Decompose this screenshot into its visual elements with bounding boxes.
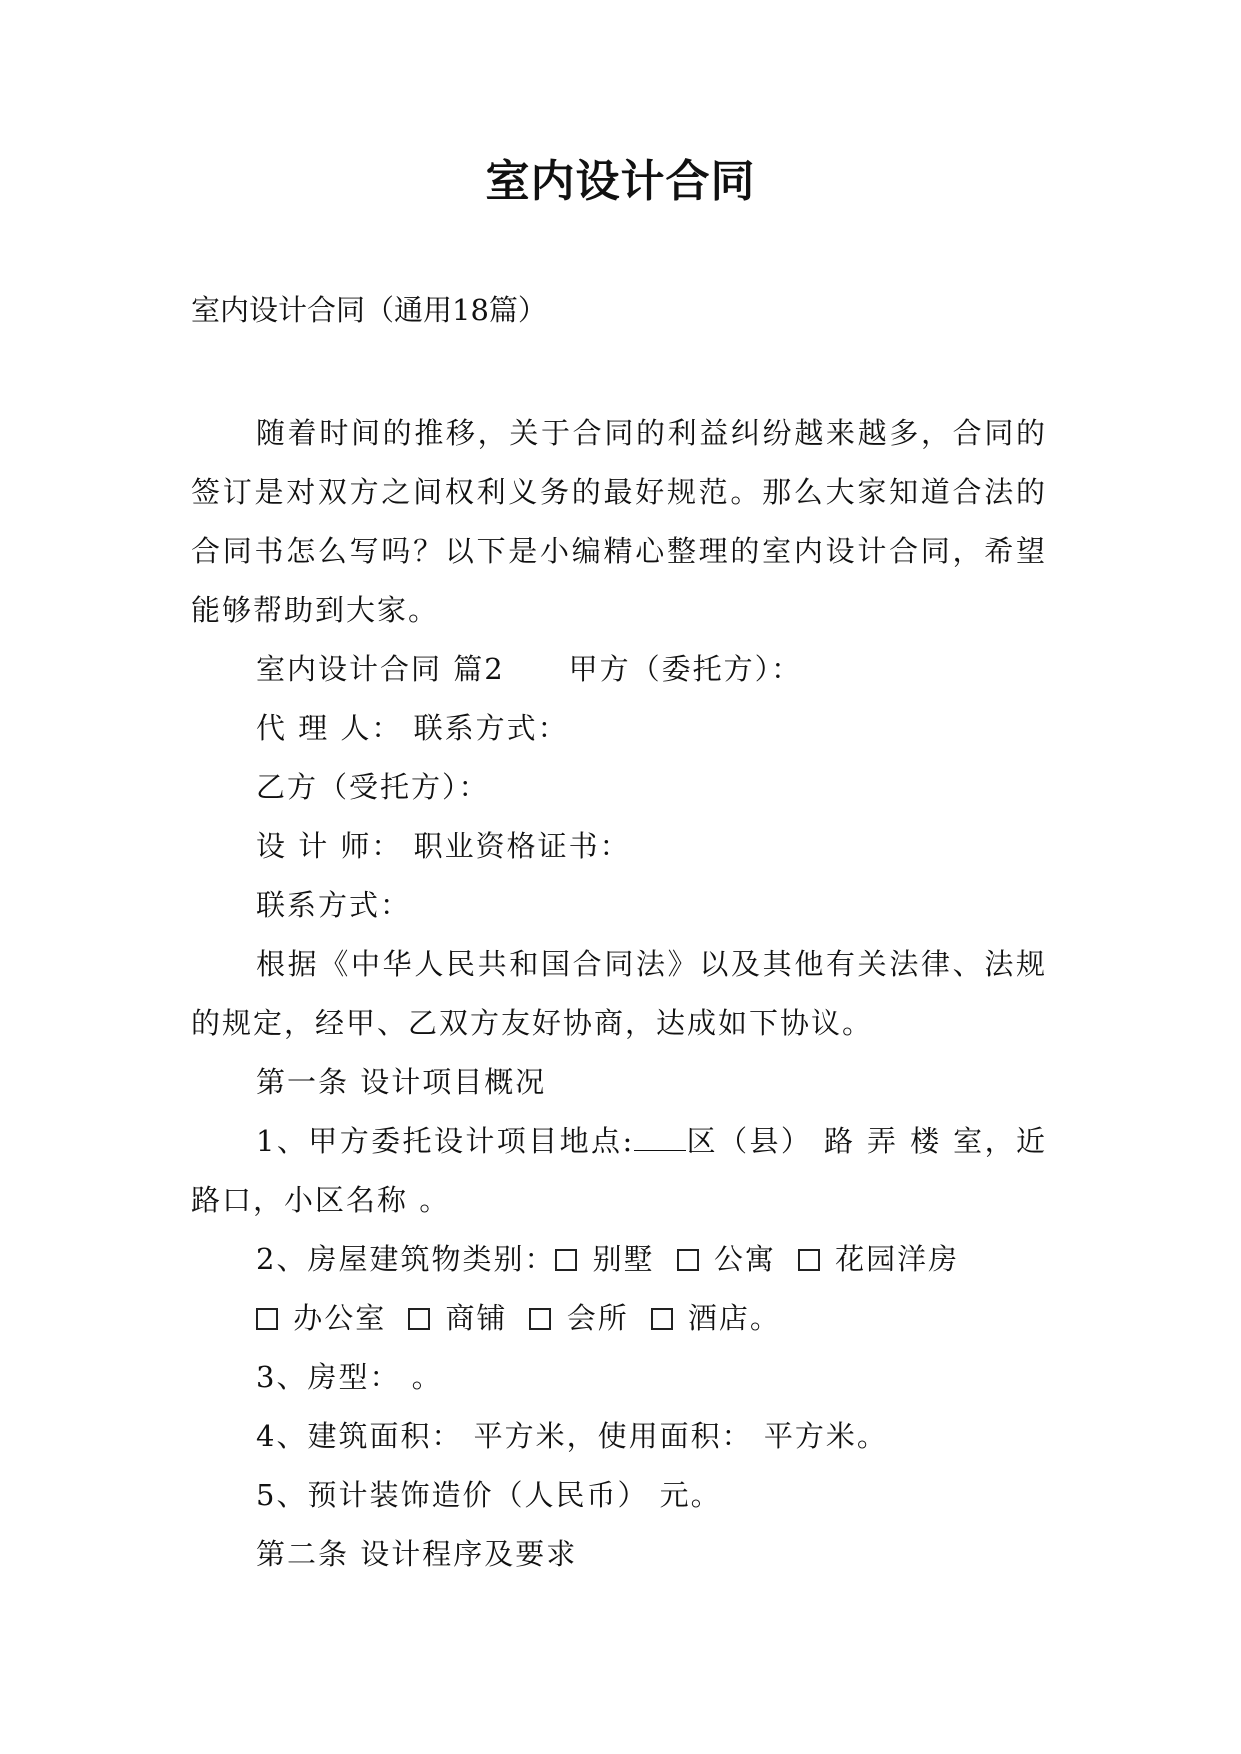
item-1-location — [191, 1112, 1047, 1230]
checkbox-icon — [256, 1308, 278, 1330]
option-hotel — [651, 1301, 781, 1335]
fill-in-blank — [634, 1128, 686, 1151]
option-label: 别墅 — [592, 1242, 655, 1276]
article-2-title: 第二条 设计程序及要求 — [256, 1537, 578, 1571]
item-2-building-type — [191, 1230, 1047, 1289]
checkbox-icon — [529, 1308, 551, 1330]
basis-paragraph: 根据《中华人民共和国合同法》以及其他有关法律、法规的规定，经甲、乙双方友好协商，达成如下协议。 — [191, 947, 1047, 1040]
party-a-label: 甲方（委托方）： — [568, 652, 803, 686]
article-1-title: 第一条 设计项目概况 — [256, 1065, 547, 1099]
designer-line: 设 计 师： 职业资格证书： — [256, 829, 631, 863]
option-label: 办公室 — [293, 1301, 387, 1335]
option-shop — [408, 1301, 507, 1335]
option-apartment — [677, 1242, 776, 1276]
checkbox-icon — [555, 1249, 577, 1271]
item-2-options-row-2 — [191, 1289, 1047, 1348]
option-villa — [555, 1242, 654, 1276]
item-1-prefix: 1、甲方委托设计项目地点: — [256, 1124, 635, 1158]
option-label: 会所 — [566, 1301, 629, 1335]
item-5-budget: 5、预计装饰造价（人民币） 元。 — [256, 1478, 722, 1512]
checkbox-icon — [651, 1308, 673, 1330]
item-2-prefix: 2、房屋建筑物类别： — [256, 1242, 556, 1276]
contact-line: 联系方式： — [256, 888, 412, 922]
checkbox-icon — [677, 1249, 699, 1271]
option-garden-house — [798, 1242, 959, 1276]
intro-paragraph: 随着时间的推移，关于合同的利益纠纷越来越多，合同的签订是对双方之间权利义务的最好规范。那么大家知道合法的合同书怎么写吗？以下是小编精心整理的室内设计合同，希望能够帮助到大家。 — [191, 416, 1047, 627]
item-3-room-type: 3、房型： 。 — [256, 1360, 443, 1394]
section-heading-line — [191, 640, 1047, 699]
checkbox-icon — [798, 1249, 820, 1271]
option-label: 商铺 — [445, 1301, 508, 1335]
option-label: 公寓 — [713, 1242, 776, 1276]
agent-line: 代 理 人： 联系方式： — [256, 711, 569, 745]
option-label: 花园洋房 — [835, 1242, 960, 1276]
document-title: 室内设计合同 — [485, 156, 756, 207]
document-subtitle: 室内设计合同（通用18篇） — [191, 293, 547, 327]
section-part-label: 室内设计合同 篇2 — [256, 652, 505, 686]
item-4-area: 4、建筑面积： 平方米，使用面积： 平方米。 — [256, 1419, 888, 1453]
option-label: 酒店。 — [687, 1301, 781, 1335]
option-clubhouse — [529, 1301, 628, 1335]
option-office — [256, 1301, 386, 1335]
party-b-line: 乙方（受托方）： — [256, 770, 490, 804]
checkbox-icon — [408, 1308, 430, 1330]
document-body — [191, 404, 1047, 1584]
item-1-suffix: 区（县） 路 弄 楼 室，近 路口，小区名称 。 — [191, 1124, 1047, 1217]
